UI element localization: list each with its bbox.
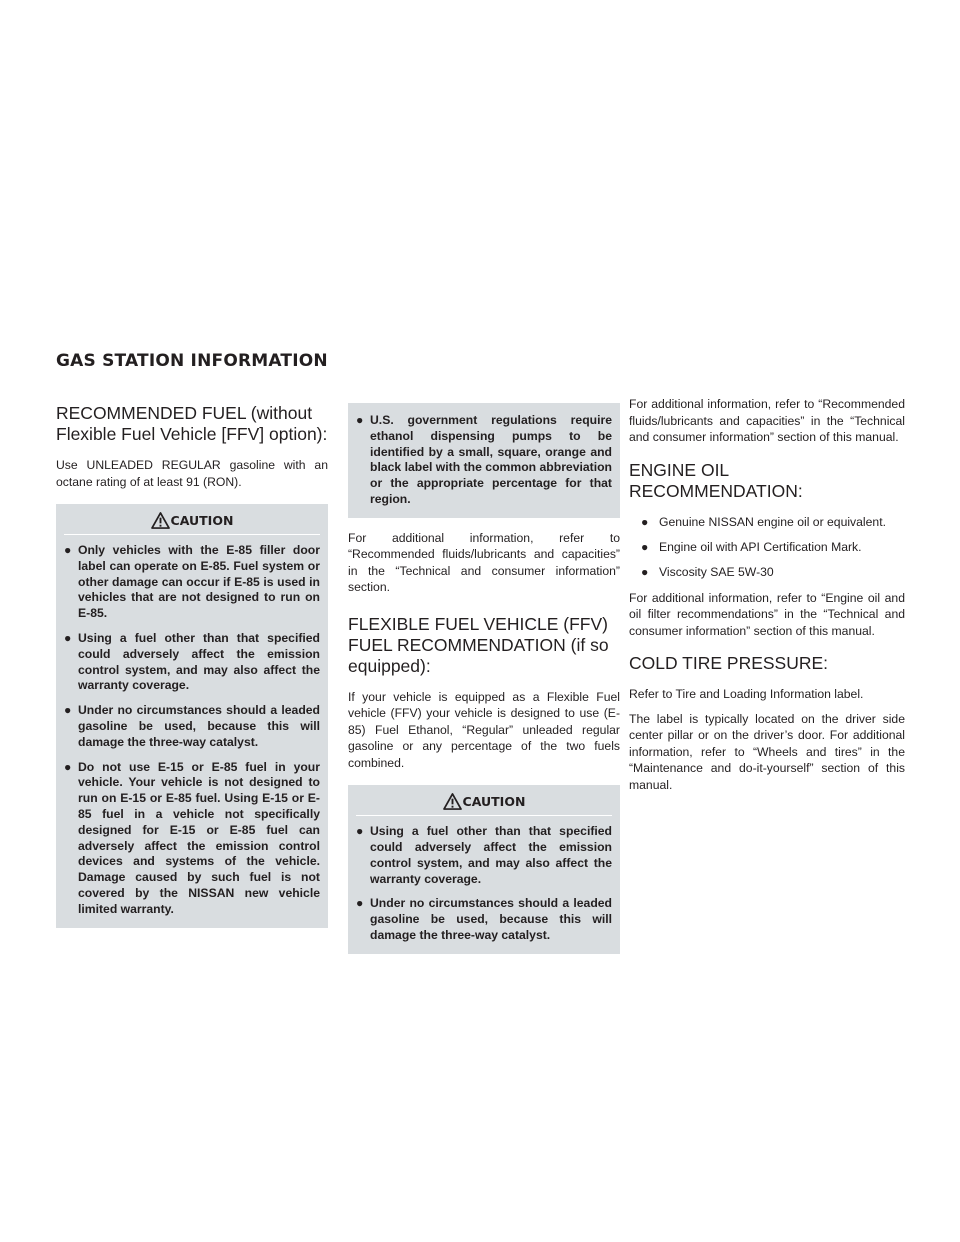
engine-oil-reference: For additional information, refer to “Engine oil and oil filter recommendations” in the “Technical and consumer information” section of this manual. — [629, 590, 905, 638]
caution-item: ● Only vehicles with the E-85 filler door label can operate on E-85. Fuel system or other damage can occur if E-85 is used in vehicles that are not designed to run on E-85. — [64, 543, 320, 621]
bullet-icon: ● — [641, 539, 649, 554]
bullet-icon: ● — [64, 543, 72, 557]
bullet-icon: ● — [64, 759, 72, 774]
list-item: ● Genuine NISSAN engine oil or equivalent. — [641, 514, 886, 529]
ffv-body: If your vehicle is equipped as a Flexible Fuel vehicle (FFV) your vehicle is designed to use (E-85) Fuel Ethanol, “Regular” unleaded regular gasoline or any percentage of the two fuels combined. — [348, 689, 620, 770]
bullet-icon: ● — [356, 413, 364, 427]
list-item: ● Engine oil with API Certification Mark. — [641, 539, 862, 554]
bullet-icon: ● — [641, 514, 649, 529]
caution-list-2 — [356, 824, 612, 944]
tire-text-1: Refer to Tire and Loading Information label. — [629, 687, 864, 701]
caution-box-1 — [56, 504, 328, 928]
warning-triangle-icon — [151, 512, 170, 529]
recommended-fuel-intro: Use UNLEADED REGULAR gasoline with an octane rating of at least 91 (RON). — [56, 458, 328, 489]
column-3 — [629, 397, 905, 801]
tire-text-2: The label is typically located on the driver side center pillar or on the driver’s door. For additional information, refer to “Wheels and tires” in the “Maintenance and do-it-yourself” section of this manual. — [629, 711, 905, 792]
bullet-icon: ● — [641, 564, 649, 579]
bullet-icon: ● — [64, 703, 72, 718]
caution-item: ● Using a fuel other than that specified could adversely affect the emission control system, and may also affect the warranty coverage. — [64, 630, 320, 693]
engine-oil-heading: ENGINE OIL RECOMMENDATION: — [629, 459, 803, 501]
reference-text: For additional information, refer to “Recommended fluids/lubricants and capacities” in the “Technical and consumer information” section of this manual. — [629, 397, 905, 444]
bullet-icon: ● — [356, 896, 364, 911]
bullet-icon: ● — [356, 824, 364, 839]
list-item: ● Viscosity SAE 5W-30 — [641, 564, 774, 579]
column-2 — [348, 403, 620, 966]
recommended-fuel-heading: RECOMMENDED FUEL (without Flexible Fuel Vehicle [FFV] option): — [56, 403, 328, 444]
section-title: GAS STATION INFORMATION — [56, 351, 328, 371]
caution-item: ● Do not use E-15 or E-85 fuel in your vehicle. Your vehicle is not designed to run on E-15 or E-85 fuel. Using E-15 or E-85 fuel in a vehicle not specifically designed for E-15 or E-85 fuel can adversely affect the emission control devices and systems of the vehicle. Damage caused by such fuel is not covered by the NISSAN new vehicle limited warranty. — [64, 759, 320, 916]
caution-box-2 — [348, 785, 620, 954]
engine-oil-list — [629, 514, 905, 580]
caution-item: ● U.S. government regulations require ethanol dispensing pumps to be identified by a small, square, orange and black label with the common abbreviation or the appropriate percentage for that region. — [356, 413, 612, 506]
caution-box-continued — [348, 403, 620, 518]
caution-header — [356, 793, 612, 816]
caution-list-continued — [356, 413, 612, 508]
bullet-icon: ● — [64, 630, 72, 645]
warning-triangle-icon — [443, 793, 462, 810]
caution-list-1 — [64, 543, 320, 918]
ffv-heading: FLEXIBLE FUEL VEHICLE (FFV) FUEL RECOMMENDATION (if so equipped): — [348, 613, 609, 676]
caution-label: CAUTION — [170, 513, 234, 528]
cold-tire-heading: COLD TIRE PRESSURE: — [629, 653, 829, 673]
reference-text: For additional information, refer to “Recommended fluids/lubricants and capacities” in the “Technical and consumer information” section. — [348, 530, 620, 595]
caution-item: ● Using a fuel other than that specified could adversely affect the emission control system, and may also affect the warranty coverage. — [356, 824, 612, 886]
caution-header — [64, 512, 320, 535]
column-1 — [56, 403, 328, 940]
caution-item: ● Under no circumstances should a leaded gasoline be used, because this will damage the three-way catalyst. — [356, 896, 612, 943]
caution-label: CAUTION — [462, 794, 526, 810]
caution-item: ● Under no circumstances should a leaded gasoline be used, because this will damage the three-way catalyst. — [64, 703, 320, 749]
